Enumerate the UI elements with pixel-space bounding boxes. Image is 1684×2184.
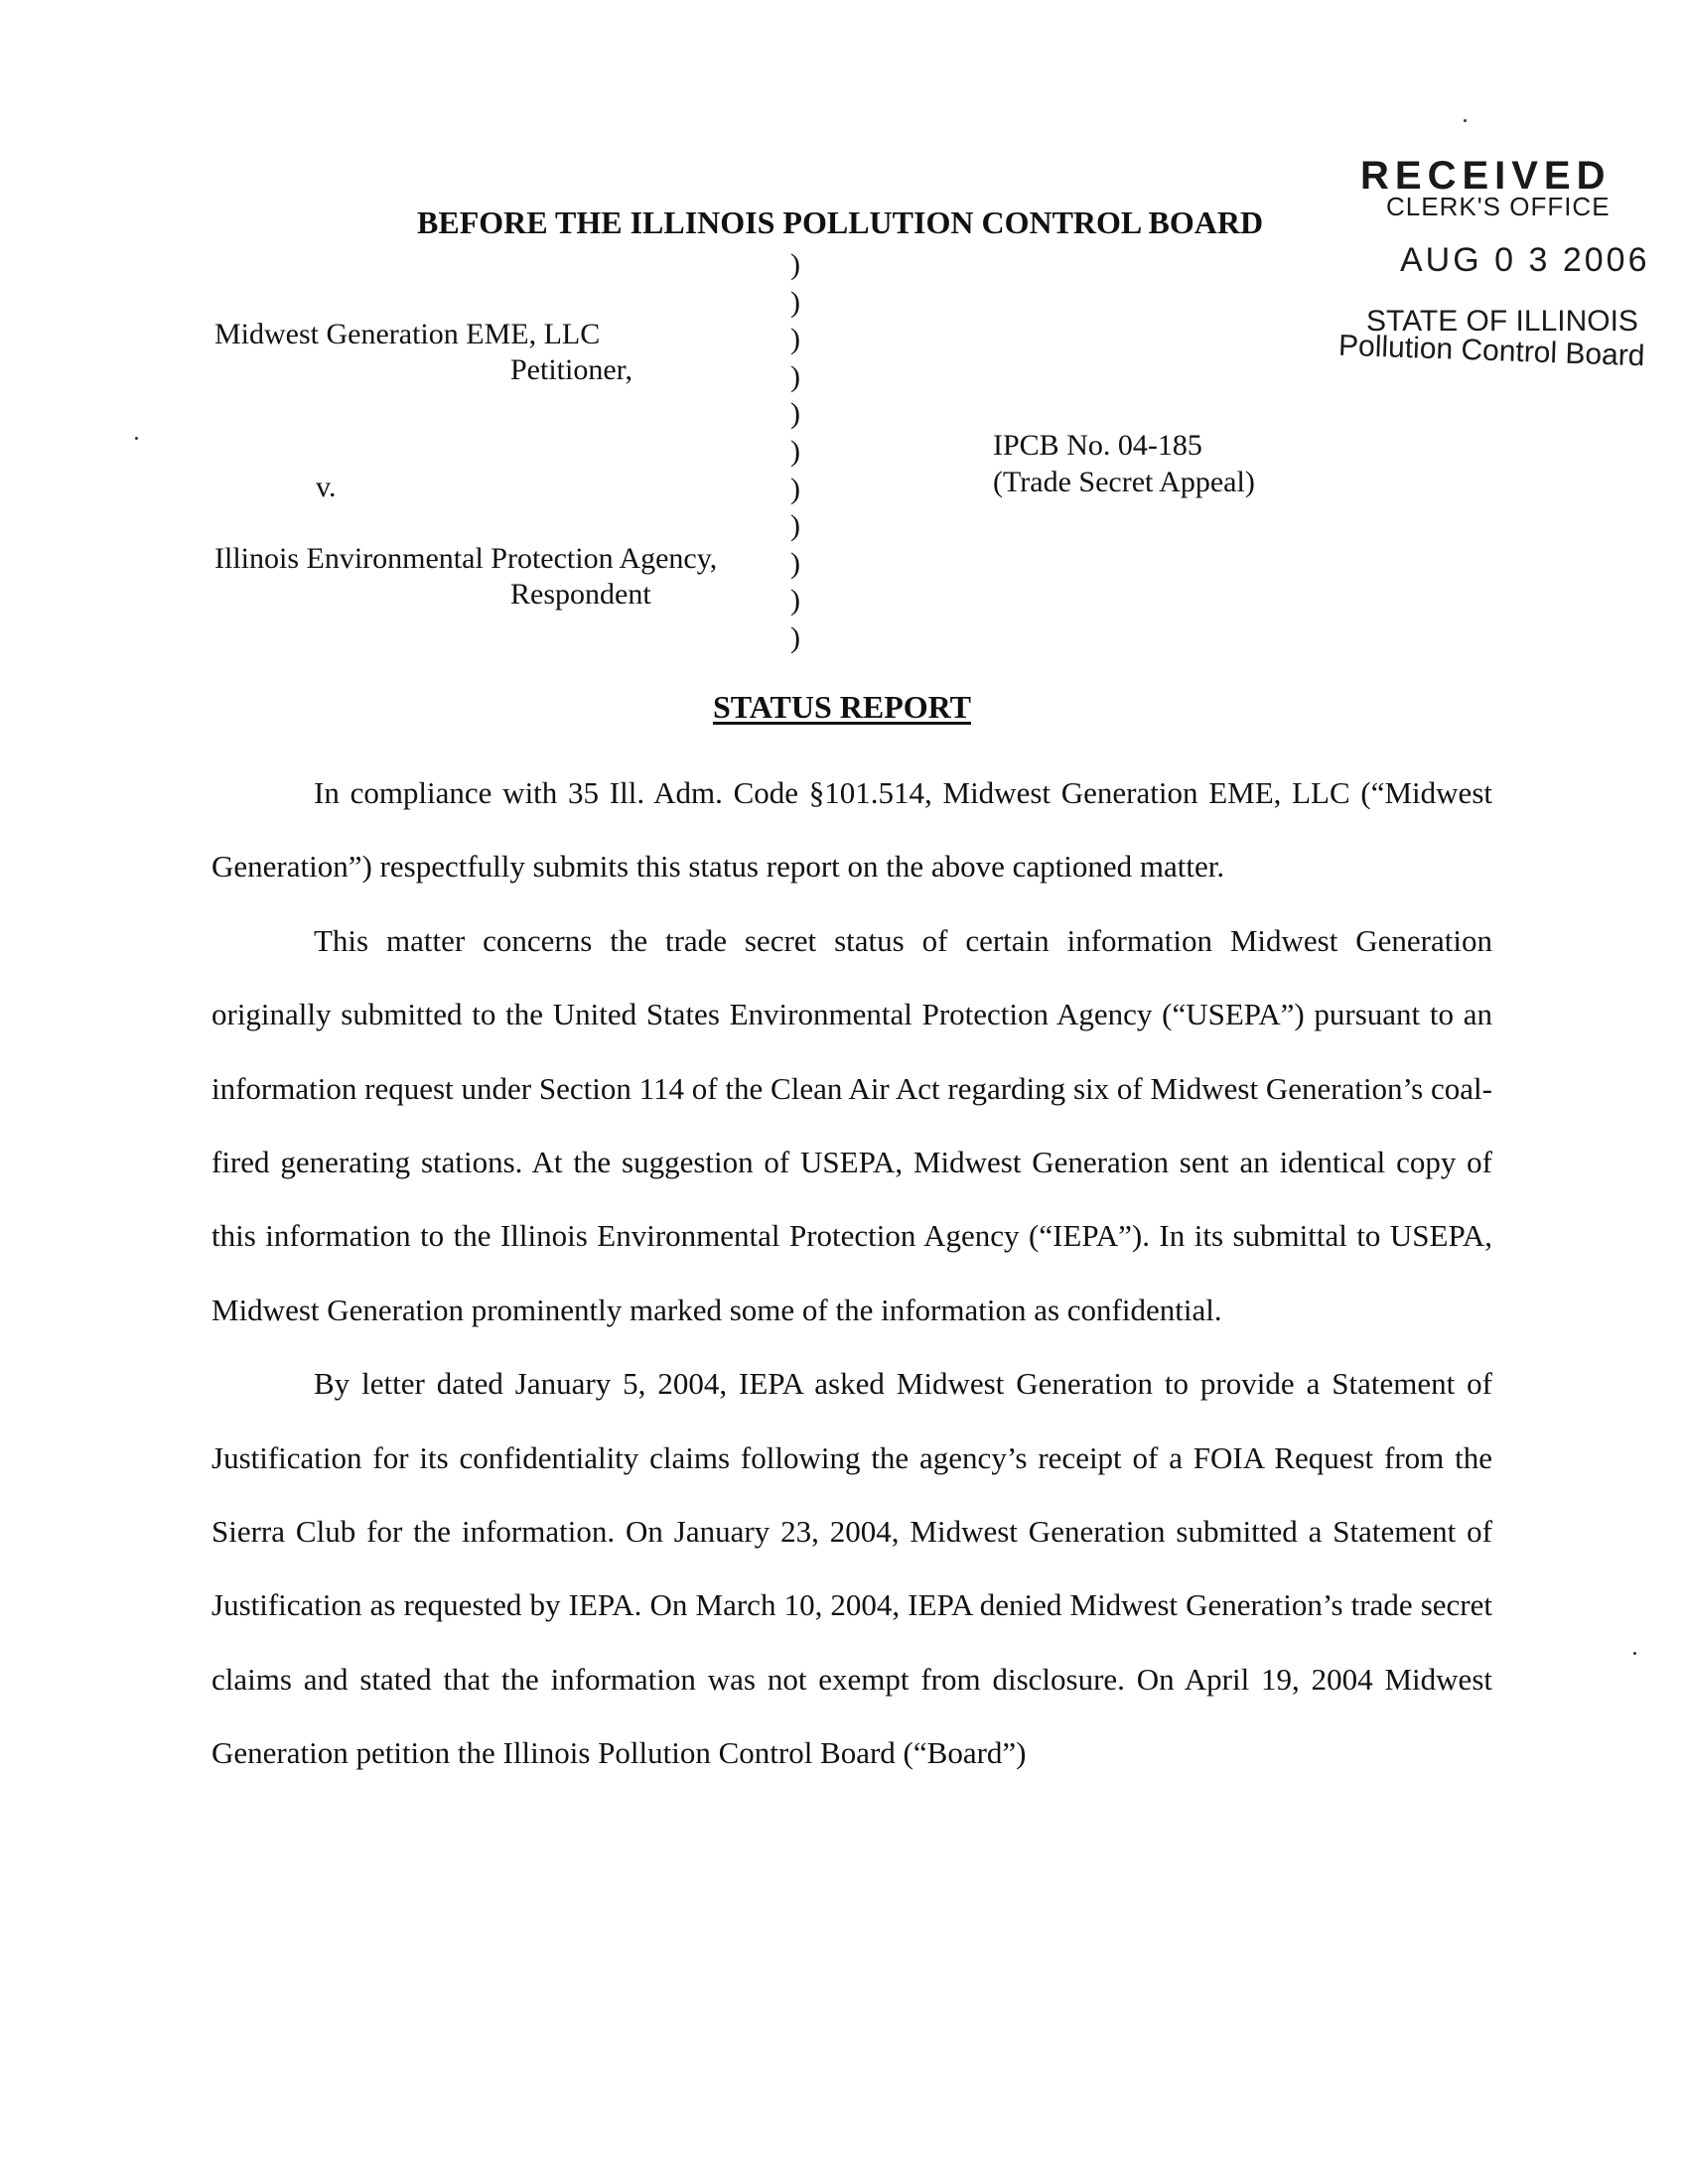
- scan-speck: [1633, 1652, 1636, 1655]
- caption-paren: ): [790, 472, 800, 505]
- body-paragraph: In compliance with 35 Ill. Adm. Code §101.514, Midwest Generation EME, LLC (“Midwest Generation”) respectfully submits this status report on the above captioned matter.: [211, 775, 1492, 885]
- case-number: IPCB No. 04-185: [993, 429, 1202, 462]
- caption-paren: ): [790, 248, 800, 281]
- stamp-received-label: RECEIVED: [1360, 154, 1612, 198]
- caption-paren: ): [790, 359, 800, 393]
- scan-speck: [135, 437, 138, 440]
- document-heading: BEFORE THE ILLINOIS POLLUTION CONTROL BOARD: [417, 205, 1264, 240]
- caption-paren: ): [790, 584, 800, 617]
- report-body: [211, 756, 1492, 1791]
- stamp-date: AUG 0 3 2006: [1400, 241, 1650, 279]
- body-paragraph: By letter dated January 5, 2004, IEPA asked Midwest Generation to provide a Statement of Justification for its confidentiality claims following the agency’s receipt of a FOIA Request from the Sierra Club for the information. On January 23, 2004, Midwest Generation submitted a Statement of Justification as requested by IEPA. On March 10, 2004, IEPA denied Midwest Generation’s trade secret claims and stated that the information was not exempt from disclosure. On April 19, 2004 Midwest Generation petition the Illinois Pollution Control Board (“Board”): [211, 1366, 1492, 1771]
- scan-speck: [1464, 119, 1467, 122]
- versus-label: v.: [316, 471, 337, 503]
- caption-paren: ): [790, 397, 800, 431]
- respondent-name: Illinois Environmental Protection Agency,: [214, 542, 718, 575]
- caption-parentheses: [790, 246, 810, 657]
- caption-paren: ): [790, 546, 800, 580]
- stamp-office-label: CLERK'S OFFICE: [1386, 192, 1611, 221]
- caption-paren: ): [790, 285, 800, 319]
- caption-paren: ): [790, 620, 800, 654]
- petitioner-role: Petitioner,: [510, 353, 632, 386]
- caption-paren: ): [790, 509, 800, 543]
- caption-paren: ): [790, 434, 800, 468]
- body-paragraph: This matter concerns the trade secret status of certain information Midwest Generation originally submitted to the United States Environmental Protection Agency (“USEPA”) pursuant to an information request under Section 114 of the Clean Air Act regarding six of Midwest Generation’s coal-fired generating stations. At the suggestion of USEPA, Midwest Generation sent an identical copy of this information to the Illinois Environmental Protection Agency (“IEPA”). In its submittal to USEPA, Midwest Generation prominently marked some of the information as confidential.: [211, 922, 1492, 1327]
- caption-paren: ): [790, 323, 800, 356]
- stamp-board-label: Pollution Control Board: [1337, 329, 1646, 373]
- respondent-role: Respondent: [510, 578, 651, 611]
- stamp-state-label: STATE OF ILLINOIS: [1366, 305, 1638, 338]
- case-type: (Trade Secret Appeal): [993, 466, 1255, 498]
- petitioner-name: Midwest Generation EME, LLC: [214, 318, 601, 350]
- report-title: STATUS REPORT: [713, 689, 971, 725]
